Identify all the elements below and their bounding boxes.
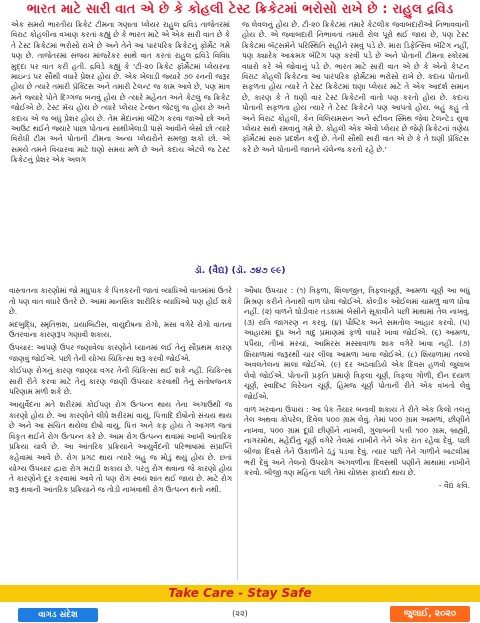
column-divider — [237, 288, 238, 580]
article-headline: ભારત માટે સારી વાત એ છે કે કોહલી ટેસ્ટ ક્રિકેટમાં ભરોસો રાખે છે : રાહુલ દ્રવિડ — [26, 2, 454, 17]
page-number: (૨૨) — [232, 609, 248, 618]
health-column-byline: ડૉ. (વૈદ્ય) (ડૉ. ૭૪૭ ૯૯) — [194, 266, 286, 276]
column-paragraph: ઔષધ ઉપચાર : (૧) ત્રિફળા, શિલાજીત, ત્રિફલાચૂર્ણ, આમળા ચૂર્ણ આ બધું મિશ્રણ કરીને તેનાથી વાળ ધોવા જોઈએ. કોલ્ડીક ઓઈલમાં ચામળું વાળ ધોવા નહીં. (૨) વાળને ઘોડીવાર તડકામાં બેસીને સૂકાવીને પછી માથામાં તેલ નાખવું. (૩) રાત્રિ જાગરણ ન કરવું. (૪) પૌષ્ટિક અને સમતોલ આહાર કરવો. (૫) આહારમાં દૂધ અને ત્રાદુ પ્રમાણમાં ફળો વધારે ખાવા જોઈએ. (૬) આમળાં, પપૈયા, તીખાં મરચાં, આમિરસ મસ્સાવાળા શાક વગેરે ખાવા નહીં. (૭) શિયાળામાં જરૂરથી ચાર લીલા આમળા ખાવા જોઈએ. (૮) શિયાળામાં તલ્લો અવલતેલના માલા જોઈએ. (૯) દર અઠવાડિયે એક દિવસ હળવો જુલાબ લેવો જોઈએ. પોતાની પ્રકૃતિ પ્રમાણે ત્રિફલા ચૂર્ણ, ત્રિફલા ગોળી, દીન દયાળ ચૂર્ણ, સ્વાદિષ્ટ વિરેચન ચૂર્ણ, હિમજ ચૂર્ણ પોતાની રીતે એક વખતો લેવું જોઈએ. — [244, 286, 470, 401]
safety-banner — [0, 585, 480, 602]
intro-paragraph-right: જ લેવલનું હોય છે. ટી-૨૦ ક્રિકેટમાં તમારે કેટલીક જવાબદારીઓ નિભાવવાની હોય છે. એ જવાબદારી નિભાવતાં તમારો રોલ પૂરો થઈ જાય છે, પણ ટેસ્ટ ક્રિકેટમાં બૅટ્સમૅને પરિસ્થિતિ સહીને રમવું પડે છે. મારા ડિફેન્સિવ બૅટિંગ નહીં, પણ ક્યારેક આક્રમક બૅટિંગ પણ કરવી પડે છે અને પોતાની ટીમના સ્કોરમાં વધારો કરે એ જોવાનું પડે છે. ભારત માટે સારી વાત એ છે કે એનો કેપ્ટન વિરાટ કોહલી ક્રિકેટના આ પારંપરિક ફોર્મેટમાં ભરોસો રાખે છે. કદાચ પોતાની સફળતા હોય ત્યારે તે ટેસ્ટ ક્રિકેટમાં ઘણા પ્લેયર માટે તે એક આદર્શ સમાન છે, કારણ કે તે ઘણી વાર ટેસ્ટ ક્રિકેટની વાતો પણ કરતો હોય છે. કદાચ પોતાની સફળતા હોય ત્યારે તે ટેસ્ટ ક્રિકેટને પણ આપતો હોય. બહું કહું તો અને વિરાટ કોહલી, કેન વિલિયમસન અને સ્ટીવન સ્મિથ જેવા ટેલન્ટેડ યુવા પ્લેયર સાથે રમવાનું ગમે છે. કોહલી એક એવો પ્લેયર છે જેણે ક્રિકેટનાં ત્રણેય ફૉર્મેટમાં સારું પ્રદર્શન કર્યું છે. તેની સૌથી સારી વાત એ છે કે તે ઘણી પ્રૅક્ટિસ કરે છે અને પોતાની જાતને ચૅલેન્જ કરતો રહે છે.’ — [242, 20, 469, 154]
health-column-right — [244, 286, 470, 586]
health-column-body — [0, 286, 480, 586]
column-paragraph: વાસ્તાતના કારણોમાં જો મધુપાક કે પિત્તકરની જાતાં વ્યાધિઓ વાતમાંમાં ઉતરે તો પણ વાત વધારે ઉતરે છે. આમાં માનસિક શારીરિક વ્યાધિઓ પણ હોઈ શકે છે. — [9, 286, 232, 317]
column-paragraph: ઉપચાર: આપણે ઉપર જણાવેલા કારણોને ધ્યાનમાં લઈ તેનું સૌપ્રથમ કારણ જાણવું જોઈએ. પછી તેની યોગ્ય ચિકિત્સા શરૂ કરવી જોઈએ. — [9, 342, 232, 363]
health-column-left — [9, 286, 232, 586]
intro-paragraph-left: એક સમયે ભારતીય ક્રિકેટ ટીમના ગણાતા પ્લેયર રાહુલ દ્રવિડ તાજેતરમાં વિરાટ કોહલીના વખાણ કરતાં કહ્યું છે કે ભારત માટે એ એક સારી વાત છે કે તે ટેસ્ટ ક્રિકેટમાં ભરોસો રાખે છે અને તેને આ પારંપરિક ક્રિકેટનું ફોર્મેટ ગમે પણ છે. તાજેતરમાં સંજય માંજરેકર સાથે વાત કરતાં રાહુલ દ્રવિડે વિવિધ મુદ્દા પર વાત કરી હતી. દ્રવિડે કહ્યું કે ‘ટી-૨૦ ક્રિકેટ ફૉર્મેટમાં પ્લેયરના માઇન્ડ પર સૌથી વધારે પ્રેશર હોય છે. એક ખેલાડી જ્યારે ૭૦ રનની જરૂર હોય છે ત્યારે તમારી પ્રૅક્ટિસ અને તમારી ટેલન્ટ જ કામ આવે છે, પણ માત્ર મને જ્યારે પોતે દિગ્ગજ બનવું હોય છે ત્યારે મહેનત અને કેટલું જ ક્રિકેટ જોઈએ છે. ટેસ્ટ મૅચ હોય છે ત્યારે પ્લેયર ટેન્શન જેટલું જ હોય છે અને કદાચ એ જ બધું પ્રેશર હોય છે. તેમ મેદાનમાં બૅટિંગ કરવા જાઓ છો અને આઉટ થઈને જ્યારે પાછા પોતાના સાથીખેલાડી પાસે આવીને બેસો છો ત્યારે વિરોધી ટીમ અને પોતાની ટીમના અન્ય પ્લેયરોને સમજી શકો છો. એ સમયે તમને વિચારવા માટે ઘણો સમય મળે છે અને કદાચ એટલે જ ટેસ્ટ ક્રિકેટનું પ્રેશર એક અલગ — [11, 20, 230, 165]
column-paragraph: આયુર્વેદના મતે શરીરમાં કોઈપણ રોગ ઉત્પન્ન થાય તેના અગાઉથી જ કારણો હોય છે. આ કારણોને લીધે શરીરમાં વાયુ, પિત્તાદિ દોષોનો સંચય થાય છે અને આ સંચિત થયેલા દોષો વાયુ, પિત્ત અને કફ હોય તે આગળ જતાં વિકૃત થઈને રોગ ઉત્પન્ન કરે છે. આમ રોગ ઉત્પન્ન થવામાં આખી આંતરિક પ્રક્રિયા ચાલે છે. આ આંતરિક પ્રક્રિયાને આયુર્વેદની પરિભાષામાં સંપ્રાપ્તિ કહેવામાં આવે છે. રોગ પ્રગટ થાય ત્યારે બહુ જ મોડું થયું હોય છે. છતાં યોગ્ય ઉપચાર દ્વારા રોગ મટાડી શકાય છે. પરંતુ રોગ થવાના જે કારણો હોય તે કારણોને દૂર કરવામાં આવે તો પણ રોગ સ્વયં શાંત થઈ જાય છે. માટે રોગ શરૂ થવાની આંતરિક પ્રક્રિયાને જ તોડી નાખવાથી રોગ ઉત્પન્ન થતો નથી. — [9, 399, 232, 494]
publication-name: વાગડ સંદેશ — [18, 608, 98, 622]
column-paragraph: વાળ ખરવાના ઉપાય : આ પેક તૈયાર બનાવી શકાય તે રીતે એક કિલો તલનું તેલ અથવા કોપરેલ, દિવેલ ૫૦૦ ગ્રામ લેવું. તેમાં ૫૦૦ ગ્રામ આમળાં, છીણીને નાખવા, ૫૦૦ ગ્રામ દૂધી છીણીને નાખવી, ગુલાબની પત્તી ૧૦૦ ગ્રામ, બ્રાહ્મી, નાગરમોથ, મહેંદીનું ચૂર્ણ વગેરે તેલમાં નાખીને તેને એક રાત રહેવા દેવું. પછી બીજા દિવસે તેને ઉકાળીને ઠંડું પડવા દેવું. ત્યાર પછી તેને ગાળીને બાટલીમાં ભરી દેવું અને તેલનો ઉપયોગ અંગવળીના દિવસથી પણીને માથામાં નાખીને કરવો. બીજી ત્રણ મહિના પછી તેમાં ચોક્કસ ફાયદો થાય છે. — [244, 404, 470, 478]
column-paragraph: મંદબુદ્ધિ, સ્મૃતિભ્રંશ, ડાયાબિટીસ, વાયુદોષના રોગો, મસા વગેરે રોગો વાતના ઉતરવાના કારણરૂપ ગણાવી શકાય. — [9, 319, 232, 340]
issue-date: જુલાઈ, ૨૦૨૦ — [390, 606, 470, 622]
column-paragraph: કોઈપણ રોગનું કારણ જાણ્યા વગર તેની ચિકિત્સા થઈ શકે નહીં. ચિકિત્સા સારી રીતે કરવા માટે તેનું કારણ જાણી ઉપચાર કરવાથી તેનું સંતોષજનક પરિણામ મળી શકે છે. — [9, 366, 232, 397]
author-signoff: - વૈદ્ય કવિ. — [438, 480, 470, 490]
page-footer — [0, 602, 480, 623]
banner-text: Take Care - Stay Safe — [168, 586, 312, 600]
